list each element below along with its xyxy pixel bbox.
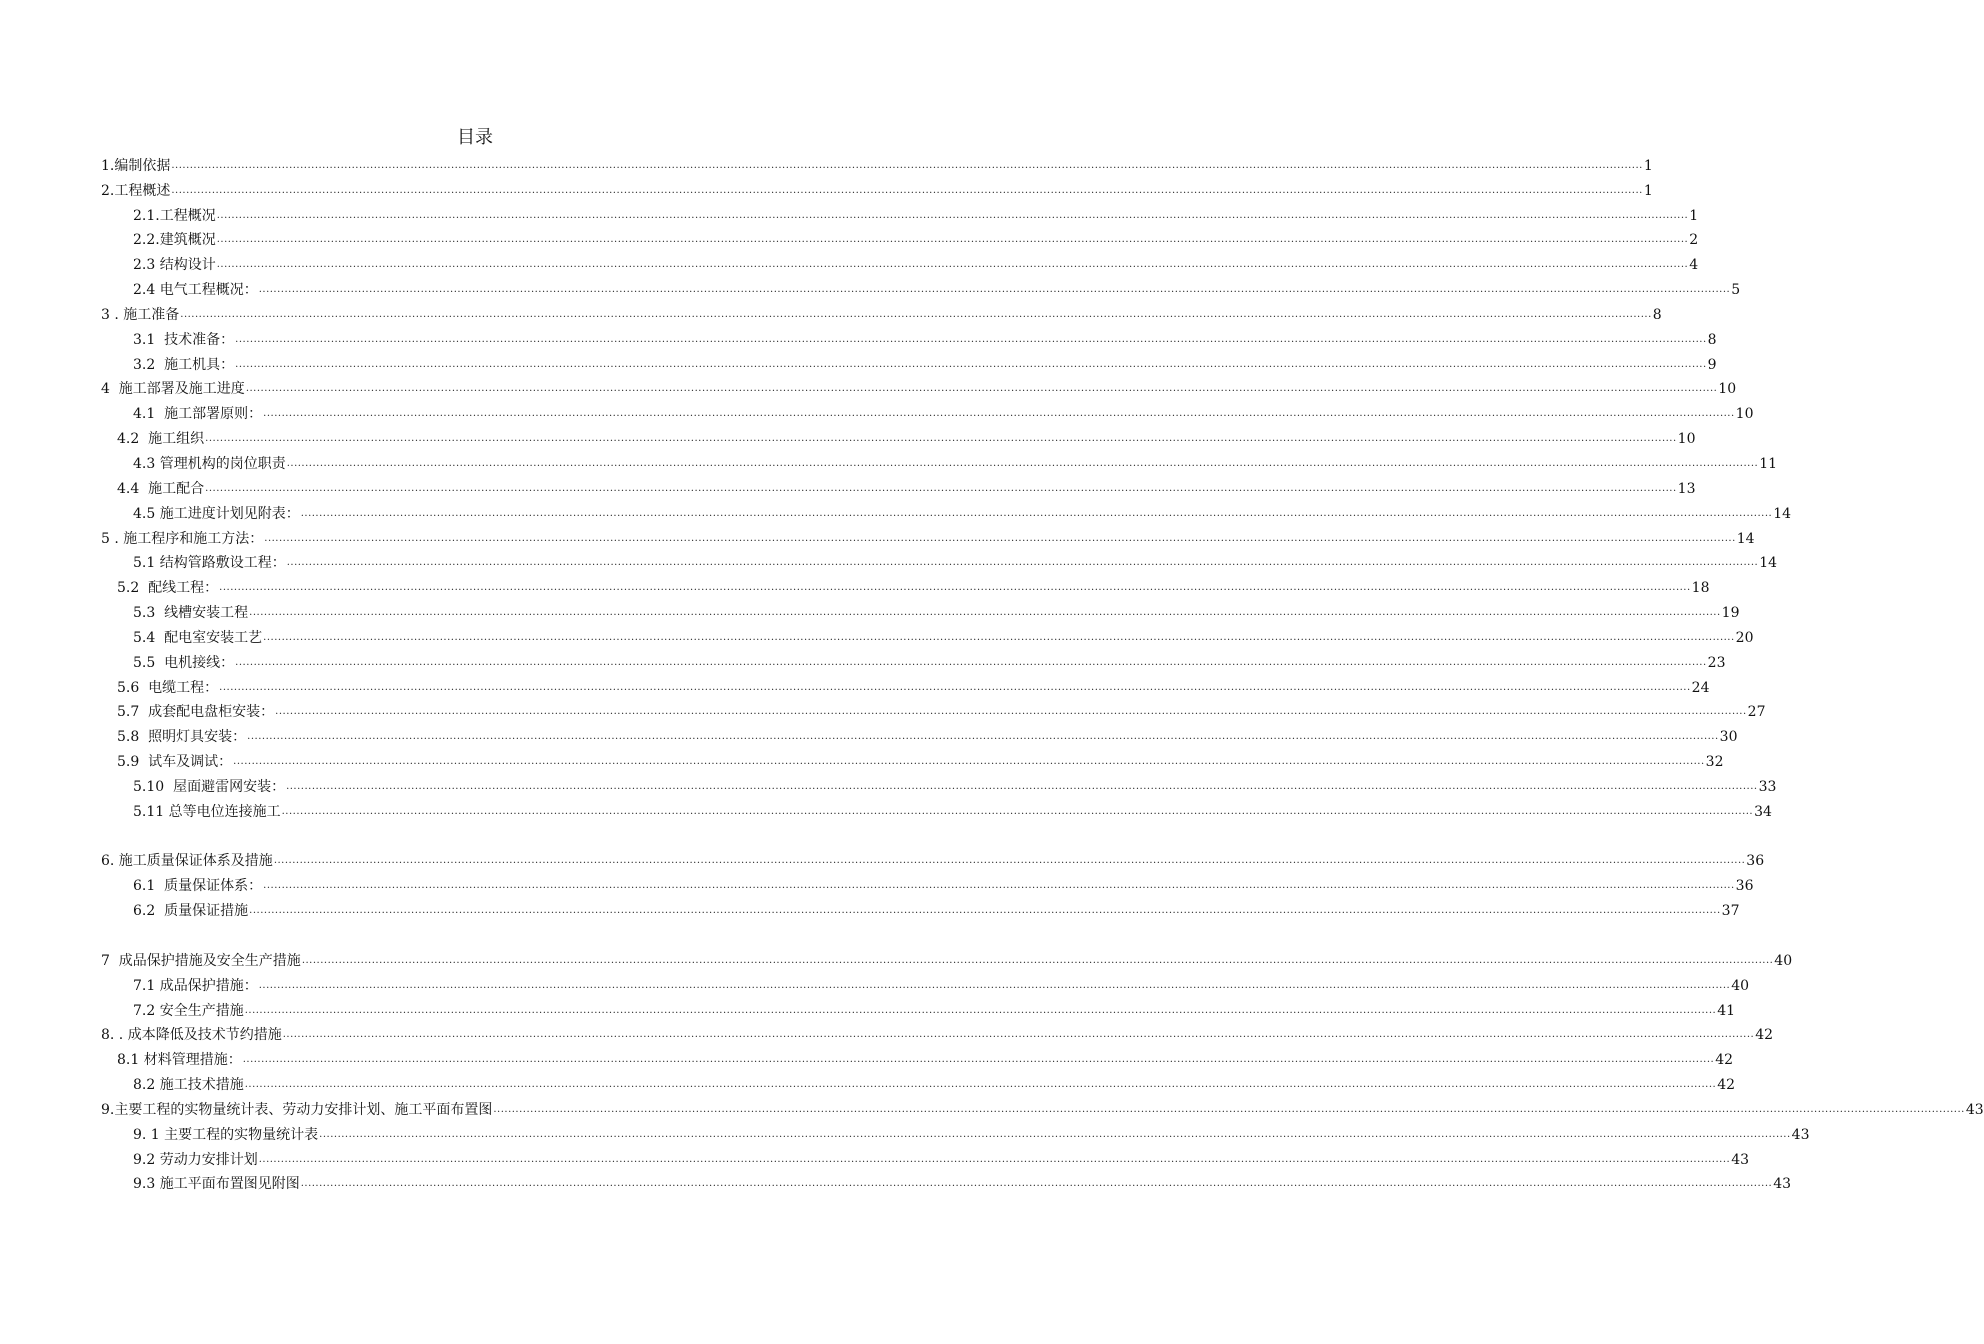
toc-entry[interactable] bbox=[101, 870, 1754, 895]
toc-entry[interactable] bbox=[101, 523, 1755, 548]
toc-entry-label: 3.2 施工机具： bbox=[133, 356, 235, 373]
toc-entry[interactable] bbox=[101, 473, 1696, 498]
toc-dot-leader: ................................................................................................................................................................................................................................................................................................................................................................................................................ bbox=[286, 557, 1759, 569]
toc-dot-leader: ................................................................................................................................................................................................................................................................................................................................................................................................................ bbox=[319, 1128, 1791, 1140]
toc-dot-leader: ................................................................................................................................................................................................................................................................................................................................................................................................................ bbox=[216, 234, 1689, 246]
toc-entry-page-number: 14 bbox=[1759, 555, 1778, 572]
toc-dot-leader: ................................................................................................................................................................................................................................................................................................................................................................................................................ bbox=[171, 184, 1643, 196]
toc-spacer bbox=[101, 821, 851, 846]
toc-entry-page-number: 2 bbox=[1689, 232, 1699, 249]
toc-entry-page-number: 43 bbox=[1965, 1101, 1984, 1118]
toc-entry-page-number: 30 bbox=[1719, 729, 1738, 746]
toc-entry-page-number: 40 bbox=[1731, 977, 1750, 994]
toc-entry[interactable] bbox=[101, 150, 1653, 175]
toc-entry-page-number: 43 bbox=[1773, 1176, 1792, 1193]
toc-entry-label: 2.1.工程概况 bbox=[133, 207, 216, 224]
toc-entry-label: 7.1 成品保护措施： bbox=[133, 977, 258, 994]
toc-entry-page-number: 13 bbox=[1677, 480, 1696, 497]
toc-entry[interactable] bbox=[101, 597, 1740, 622]
toc-dot-leader: ................................................................................................................................................................................................................................................................................................................................................................................................................ bbox=[282, 1029, 1755, 1041]
toc-entry[interactable] bbox=[101, 1119, 1810, 1144]
toc-entry[interactable] bbox=[101, 274, 1741, 299]
toc-dot-leader: ................................................................................................................................................................................................................................................................................................................................................................................................................ bbox=[171, 159, 1643, 171]
toc-dot-leader: ................................................................................................................................................................................................................................................................................................................................................................................................................ bbox=[258, 979, 1731, 991]
toc-entry-label: 5.10 屋面避雷网安装： bbox=[133, 778, 286, 795]
toc-entry-label: 8.1 材料管理措施： bbox=[117, 1052, 242, 1069]
toc-entry-label: 4.5 施工进度计划见附表： bbox=[133, 505, 300, 522]
toc-entry-page-number: 32 bbox=[1705, 754, 1724, 771]
toc-entry[interactable] bbox=[101, 622, 1754, 647]
toc-entry-label: 6.2 质量保证措施 bbox=[133, 903, 249, 920]
toc-entry[interactable] bbox=[101, 846, 1765, 871]
toc-entry-page-number: 10 bbox=[1718, 381, 1737, 398]
toc-entry-page-number: 27 bbox=[1747, 704, 1766, 721]
toc-entry-page-number: 10 bbox=[1735, 406, 1754, 423]
toc-entry[interactable] bbox=[101, 1169, 1792, 1194]
toc-entry-label: 5.1 结构管路敷设工程： bbox=[133, 555, 286, 572]
toc-entry[interactable] bbox=[101, 995, 1736, 1020]
toc-entry[interactable] bbox=[101, 1020, 1774, 1045]
toc-entry[interactable] bbox=[101, 572, 1710, 597]
toc-dot-leader: ................................................................................................................................................................................................................................................................................................................................................................................................................ bbox=[493, 1103, 1965, 1115]
toc-dot-leader: ................................................................................................................................................................................................................................................................................................................................................................................................................ bbox=[301, 954, 1774, 966]
toc-dot-leader: ................................................................................................................................................................................................................................................................................................................................................................................................................ bbox=[286, 780, 1758, 792]
toc-entry-page-number: 43 bbox=[1791, 1126, 1810, 1143]
toc-entry-label: 4.2 施工组织 bbox=[117, 431, 205, 448]
toc-entry[interactable] bbox=[101, 1094, 1984, 1119]
toc-spacer bbox=[101, 920, 851, 945]
toc-entry[interactable] bbox=[101, 796, 1772, 821]
toc-entry-label: 2.3 结构设计 bbox=[133, 257, 216, 274]
toc-dot-leader: ................................................................................................................................................................................................................................................................................................................................................................................................................ bbox=[244, 1079, 1717, 1091]
toc-dot-leader: ................................................................................................................................................................................................................................................................................................................................................................................................................ bbox=[258, 1153, 1731, 1165]
toc-entry[interactable] bbox=[101, 324, 1717, 349]
toc-entry[interactable] bbox=[101, 349, 1717, 374]
toc-entry-label: 6. 施工质量保证体系及措施 bbox=[101, 853, 273, 870]
toc-entry-label: 4.3 管理机构的岗位职责 bbox=[133, 455, 286, 472]
toc-entry-label: 3 . 施工准备 bbox=[101, 306, 180, 323]
toc-entry-page-number: 9 bbox=[1707, 356, 1717, 373]
toc-entry-page-number: 1 bbox=[1643, 157, 1653, 174]
toc-dot-leader: ................................................................................................................................................................................................................................................................................................................................................................................................................ bbox=[245, 383, 1718, 395]
toc-dot-leader: ................................................................................................................................................................................................................................................................................................................................................................................................................ bbox=[249, 607, 1721, 619]
toc-entry-label: 4 施工部署及施工进度 bbox=[101, 381, 245, 398]
toc-entry[interactable] bbox=[101, 398, 1754, 423]
toc-dot-leader: ................................................................................................................................................................................................................................................................................................................................................................................................................ bbox=[263, 408, 1735, 420]
toc-entry-page-number: 37 bbox=[1721, 903, 1740, 920]
toc-entry-label: 2.2.建筑概况 bbox=[133, 232, 216, 249]
toc-dot-leader: ................................................................................................................................................................................................................................................................................................................................................................................................................ bbox=[300, 507, 1773, 519]
toc-dot-leader: ................................................................................................................................................................................................................................................................................................................................................................................................................ bbox=[244, 1004, 1717, 1016]
toc-dot-leader: ................................................................................................................................................................................................................................................................................................................................................................................................................ bbox=[247, 731, 1719, 743]
toc-dot-leader: ................................................................................................................................................................................................................................................................................................................................................................................................................ bbox=[273, 855, 1746, 867]
toc-entry-page-number: 18 bbox=[1691, 580, 1710, 597]
toc-entry-label: 9. 1 主要工程的实物量统计表 bbox=[133, 1126, 319, 1143]
toc-entry[interactable] bbox=[101, 697, 1766, 722]
toc-dot-leader: ................................................................................................................................................................................................................................................................................................................................................................................................................ bbox=[263, 880, 1735, 892]
toc-dot-leader: ................................................................................................................................................................................................................................................................................................................................................................................................................ bbox=[281, 805, 1754, 817]
toc-entry-label: 5.8 照明灯具安装： bbox=[117, 729, 247, 746]
toc-entry-label: 5.3 线槽安装工程 bbox=[133, 605, 249, 622]
toc-entry-label: 5.4 配电室安装工艺 bbox=[133, 629, 263, 646]
toc-entry[interactable] bbox=[101, 448, 1778, 473]
toc-dot-leader: ................................................................................................................................................................................................................................................................................................................................................................................................................ bbox=[205, 433, 1677, 445]
toc-entry-page-number: 33 bbox=[1758, 778, 1777, 795]
toc-entry[interactable] bbox=[101, 225, 1699, 250]
toc-entry[interactable] bbox=[101, 374, 1737, 399]
toc-entry-page-number: 36 bbox=[1746, 853, 1765, 870]
toc-entry[interactable] bbox=[101, 721, 1738, 746]
toc-entry-label: 4.1 施工部署原则： bbox=[133, 406, 263, 423]
toc-entry-page-number: 8 bbox=[1652, 306, 1662, 323]
toc-entry-page-number: 8 bbox=[1707, 331, 1717, 348]
toc-entry-label: 7.2 安全生产措施 bbox=[133, 1002, 244, 1019]
toc-dot-leader: ................................................................................................................................................................................................................................................................................................................................................................................................................ bbox=[242, 1054, 1715, 1066]
toc-entry[interactable] bbox=[101, 970, 1750, 995]
toc-entry-label: 5.9 试车及调试： bbox=[117, 754, 233, 771]
toc-dot-leader: ................................................................................................................................................................................................................................................................................................................................................................................................................ bbox=[216, 259, 1689, 271]
toc-entry-label: 4.4 施工配合 bbox=[117, 480, 205, 497]
toc-entry-page-number: 14 bbox=[1773, 505, 1792, 522]
toc-entry[interactable] bbox=[101, 895, 1740, 920]
toc-entry[interactable] bbox=[101, 249, 1699, 274]
toc-dot-leader: ................................................................................................................................................................................................................................................................................................................................................................................................................ bbox=[264, 532, 1736, 544]
toc-entry-page-number: 14 bbox=[1736, 530, 1755, 547]
toc-entry-label: 9.3 施工平面布置图见附图 bbox=[133, 1176, 300, 1193]
toc-dot-leader: ................................................................................................................................................................................................................................................................................................................................................................................................................ bbox=[205, 482, 1677, 494]
toc-dot-leader: ................................................................................................................................................................................................................................................................................................................................................................................................................ bbox=[235, 358, 1707, 370]
toc-entry-label: 5.7 成套配电盘柜安装： bbox=[117, 704, 275, 721]
toc-entry-page-number: 40 bbox=[1774, 952, 1793, 969]
toc-entry[interactable] bbox=[101, 200, 1699, 225]
toc-entry-label: 1.编制依据 bbox=[101, 157, 171, 174]
toc-entry[interactable] bbox=[101, 175, 1653, 200]
toc-entry-label: 5.2 配线工程： bbox=[117, 580, 219, 597]
toc-entry-page-number: 5 bbox=[1731, 282, 1741, 299]
toc-dot-leader: ................................................................................................................................................................................................................................................................................................................................................................................................................ bbox=[235, 656, 1707, 668]
toc-entry-page-number: 42 bbox=[1755, 1027, 1774, 1044]
toc-entry[interactable] bbox=[101, 548, 1778, 573]
toc-entry-label: 8. . 成本降低及技术节约措施 bbox=[101, 1027, 282, 1044]
toc-entry-label: 3.1 技术准备： bbox=[133, 331, 235, 348]
toc-entry[interactable] bbox=[101, 1144, 1750, 1169]
toc-entry-page-number: 42 bbox=[1715, 1052, 1734, 1069]
toc-dot-leader: ................................................................................................................................................................................................................................................................................................................................................................................................................ bbox=[258, 284, 1731, 296]
toc-entry-page-number: 1 bbox=[1643, 182, 1653, 199]
toc-entry-page-number: 42 bbox=[1717, 1077, 1736, 1094]
toc-title: 目录 bbox=[457, 127, 493, 148]
toc-entry-page-number: 23 bbox=[1707, 654, 1726, 671]
toc-entry-label: 7 成品保护措施及安全生产措施 bbox=[101, 952, 301, 969]
toc-entry-label: 5.11 总等电位连接施工 bbox=[133, 803, 281, 820]
toc-entry-page-number: 41 bbox=[1717, 1002, 1736, 1019]
toc-entry-label: 2.4 电气工程概况： bbox=[133, 282, 258, 299]
toc-entry-label: 5 . 施工程序和施工方法： bbox=[101, 530, 264, 547]
toc-entry-label: 8.2 施工技术措施 bbox=[133, 1077, 244, 1094]
toc-entry[interactable] bbox=[101, 1069, 1736, 1094]
toc-entry-page-number: 4 bbox=[1689, 257, 1699, 274]
toc-entry-label: 9.2 劳动力安排计划 bbox=[133, 1151, 258, 1168]
toc-entry-label: 5.5 电机接线： bbox=[133, 654, 235, 671]
toc-entry[interactable] bbox=[101, 746, 1724, 771]
toc-dot-leader: ................................................................................................................................................................................................................................................................................................................................................................................................................ bbox=[219, 582, 1691, 594]
toc-dot-leader: ................................................................................................................................................................................................................................................................................................................................................................................................................ bbox=[219, 681, 1691, 693]
toc-entry[interactable] bbox=[101, 498, 1792, 523]
toc-entry[interactable] bbox=[101, 423, 1696, 448]
toc-entry[interactable] bbox=[101, 945, 1793, 970]
toc-entry-page-number: 19 bbox=[1721, 605, 1740, 622]
toc-entry-page-number: 34 bbox=[1754, 803, 1772, 820]
toc-entry-page-number: 1 bbox=[1689, 207, 1699, 224]
toc-entry-page-number: 10 bbox=[1677, 431, 1696, 448]
toc-entry-page-number: 36 bbox=[1735, 878, 1754, 895]
toc-entry-page-number: 11 bbox=[1759, 455, 1778, 472]
toc-entry[interactable] bbox=[101, 672, 1710, 697]
toc-entry[interactable] bbox=[101, 771, 1777, 796]
toc-entry-label: 9.主要工程的实物量统计表、劳动力安排计划、施工平面布置图 bbox=[101, 1101, 493, 1118]
toc-entry[interactable] bbox=[101, 299, 1662, 324]
toc-dot-leader: ................................................................................................................................................................................................................................................................................................................................................................................................................ bbox=[233, 756, 1705, 768]
toc-dot-leader: ................................................................................................................................................................................................................................................................................................................................................................................................................ bbox=[235, 333, 1707, 345]
toc-dot-leader: ................................................................................................................................................................................................................................................................................................................................................................................................................ bbox=[300, 1178, 1773, 1190]
toc-dot-leader: ................................................................................................................................................................................................................................................................................................................................................................................................................ bbox=[180, 308, 1652, 320]
toc-entry-page-number: 24 bbox=[1691, 679, 1710, 696]
toc-entry[interactable] bbox=[101, 1044, 1734, 1069]
toc-dot-leader: ................................................................................................................................................................................................................................................................................................................................................................................................................ bbox=[275, 706, 1747, 718]
toc-entry-page-number: 20 bbox=[1735, 629, 1754, 646]
toc-entry-label: 5.6 电缆工程： bbox=[117, 679, 219, 696]
toc-dot-leader: ................................................................................................................................................................................................................................................................................................................................................................................................................ bbox=[286, 457, 1759, 469]
toc-dot-leader: ................................................................................................................................................................................................................................................................................................................................................................................................................ bbox=[263, 631, 1735, 643]
toc-entry[interactable] bbox=[101, 647, 1726, 672]
toc-entry-label: 6.1 质量保证体系： bbox=[133, 878, 263, 895]
toc-entry-page-number: 43 bbox=[1731, 1151, 1750, 1168]
toc-dot-leader: ................................................................................................................................................................................................................................................................................................................................................................................................................ bbox=[249, 905, 1721, 917]
toc-entry-label: 2.工程概述 bbox=[101, 182, 171, 199]
toc-dot-leader: ................................................................................................................................................................................................................................................................................................................................................................................................................ bbox=[216, 209, 1689, 221]
table-of-contents bbox=[101, 150, 1984, 1193]
